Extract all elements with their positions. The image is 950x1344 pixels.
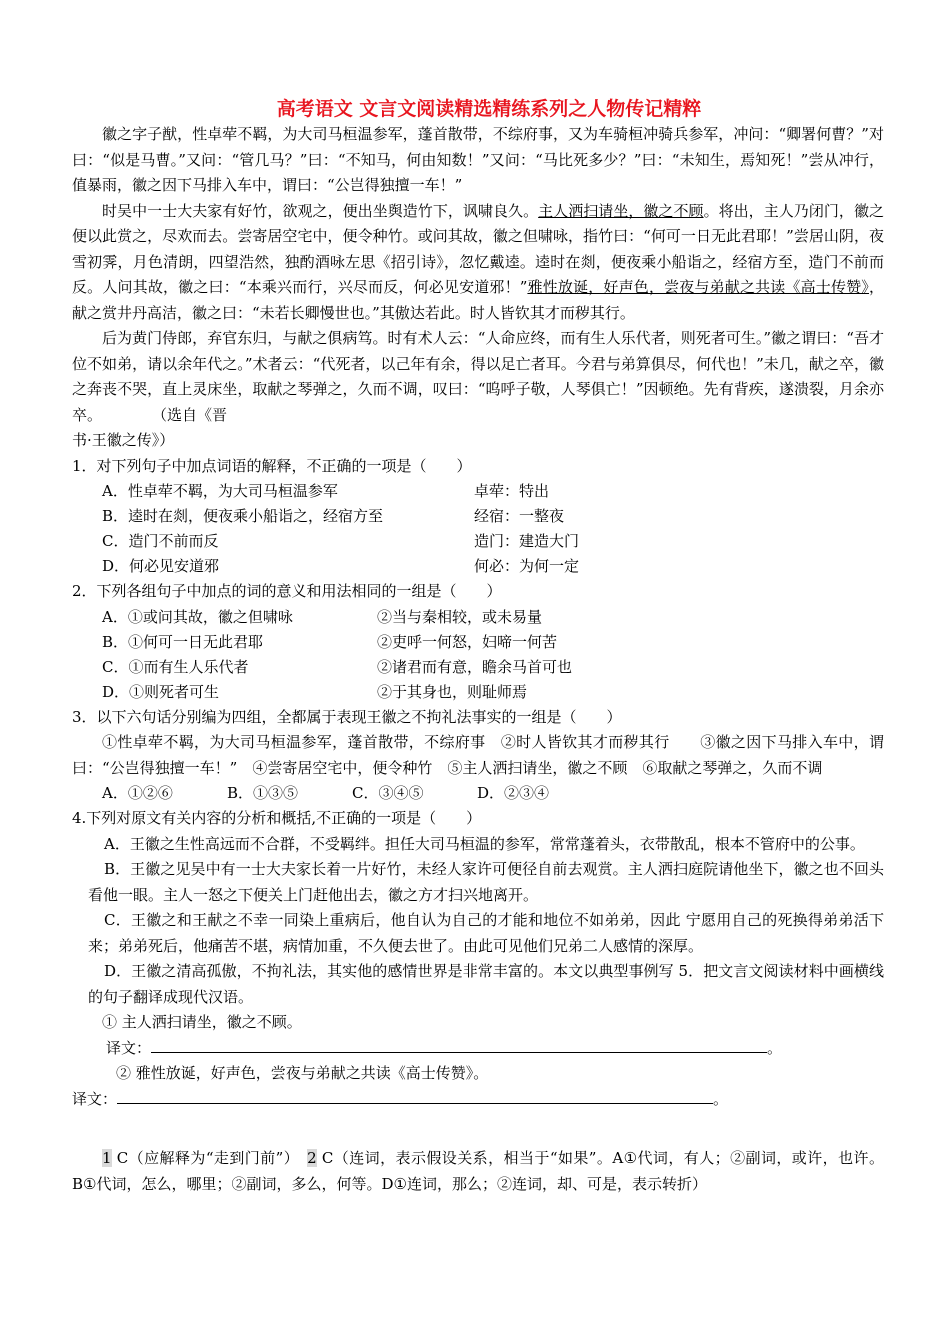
answer-key [72, 1146, 884, 1197]
question-4-option-b: B．王徽之见吴中有一士大夫家长着一片好竹，未经人家许可便径自前去观赏。主人洒扫庭院请他坐下，徽之也不回头看他一眼。主人一怒之下便关上门赶他出去，徽之方才扫兴地离开。 [88, 860, 884, 904]
option-gloss: 何必：为何一定 [474, 557, 580, 575]
option-text: B．逵时在剡，便夜乘小船诣之，经宿方至 [102, 507, 384, 525]
option-text: C．①而有生人乐代者 [102, 657, 249, 676]
document-page [72, 96, 884, 1212]
translation-label: 译文： [72, 1089, 118, 1108]
passage-paragraph-2 [72, 199, 884, 327]
question-1-option-c [72, 529, 884, 554]
passage-paragraph-1: 徽之字子猷，性卓荦不羁，为大司马桓温参军，蓬首散带，不综府事，又为车骑桓冲骑兵参军，冲问：“卿署何曹？”对曰：“似是马曹。”又问：“管几马？”曰：“不知马，何由知数！”又问：“马比死多少？”曰：“未知生，焉知死！”尝从冲行，值暴雨，徽之因下马排入车中，谓曰：“公岂得独擅一车！” [72, 125, 884, 194]
passage-paragraph-3 [72, 326, 884, 428]
question-5-sentence-2: ② 雅性放诞，好声色，尝夜与弟献之共读《高士传赞》。 [116, 1064, 489, 1082]
option-gloss: 造门：建造大门 [474, 532, 580, 550]
period: 。 [767, 1038, 783, 1057]
answer-2: C（连词，表示假设关系，相当于“如果”。A①代词，有人；②副词，或许，也许。B①代词，怎么，哪里；②副词，多么，何等。D①连词，那么；②连词，却、可是，表示转折） [72, 1149, 884, 1193]
underlined-sentence-2: 雅性放诞，好声色，尝夜与弟献之共读《高士传赞》 [527, 278, 869, 296]
option-gloss: 卓荦：特出 [474, 482, 550, 500]
passage-text: ，献之赏井丹高洁，徽之曰：“未若长卿慢世也。”其傲达若此。时人皆钦其才而秽其行。 [72, 278, 884, 322]
option-text: A．性卓荦不羁，为大司马桓温参军 [102, 482, 338, 500]
question-4-option-d: D．王徽之清高孤傲，不拘礼法，其实他的感情世界是非常丰富的。本文以典型事例写 5．把文言文阅读材料中画横线的句子翻译成现代汉语。 [88, 962, 884, 1006]
option-text: D．①则死者可生 [102, 682, 220, 701]
translation-label: 译文： [106, 1038, 152, 1057]
passage-source: （选自《晋 [152, 405, 228, 424]
choice-b: B．①③⑤ [227, 784, 299, 802]
translation-line-1 [72, 1036, 884, 1062]
question-3-stem: 3．以下六句话分别编为四组，全都属于表现王徽之不拘礼法事实的一组是（ ） [72, 707, 622, 726]
question-3-choices [72, 781, 884, 806]
answer-number-2: 2 [307, 1149, 317, 1167]
question-5-sentence-1: ① 主人洒扫请坐，徽之不顾。 [102, 1013, 302, 1031]
option-text: ②当与秦相较，或未易量 [377, 607, 543, 626]
question-2-option-d [72, 680, 884, 705]
option-text: ②吏呼一何怒，妇啼一何苦 [377, 632, 558, 651]
translation-input-1[interactable] [151, 1037, 767, 1053]
question-2-stem: 2．下列各组句子中加点的词的意义和用法相同的一组是（ ） [72, 582, 502, 600]
choice-c: C．③④⑤ [352, 784, 424, 802]
translation-input-2[interactable] [117, 1088, 713, 1104]
underlined-sentence-1: 主人洒扫请坐，徽之不顾 [538, 201, 704, 220]
option-text: ②诸君而有意，瞻余马首可也 [377, 657, 573, 676]
page-title: 高考语文 文言文阅读精选精练系列之人物传记精粹 [276, 98, 702, 120]
question-1-option-a [72, 479, 884, 504]
passage-text: 后为黄门侍郎，弃官东归，与献之俱病笃。时有术人云：“人命应终，而有生人乐代者，则死者可生。”徽之谓曰：“吾才位不如弟，请以余年代之。”术者云：“代死者，以己年有余，得以足亡者耳。今君与弟算俱尽，何代也！”未几，献之卒，徽之奔丧不哭，直上灵床坐，取献之琴弹之，久而不调，叹曰：“呜呼子敬，人琴俱亡！”因顿绝。先有背疾，遂溃裂，月余亦卒。 [72, 329, 884, 424]
option-text: A．①或问其故，徽之但啸咏 [102, 607, 293, 626]
translation-line-2 [72, 1087, 884, 1113]
question-3-body: ①性卓荦不羁，为大司马桓温参军，蓬首散带，不综府事 ②时人皆钦其才而秽其行 ③徽之因下马排入车中，谓曰：“公岂得独擅一车！” ④尝寄居空宅中，便令种竹 ⑤主人洒扫请坐，徽之不顾 ⑥取献之琴弹之，久而不调 [72, 733, 884, 777]
answer-number-1: 1 [102, 1149, 112, 1167]
answer-1: C（应解释为“走到门前”） [111, 1149, 292, 1167]
option-text: C．造门不前而反 [102, 532, 219, 550]
question-1-option-d [72, 554, 884, 579]
question-4-option-c: C．王徽之和王献之不幸一同染上重病后，他自认为自己的才能和地位不如弟弟，因此 宁愿用自己的死换得弟弟活下来；弟弟死后，他痛苦不堪，病情加重，不久便去世了。由此可见他们兄弟二人感情的深厚。 [88, 911, 884, 955]
choice-d: D．②③④ [477, 784, 550, 802]
question-4-option-a: A．王徽之生性高远而不合群，不受羁绊。担任大司马桓温的参军，常常蓬着头，衣带散乱，根本不管府中的公事。 [104, 834, 865, 853]
period: 。 [713, 1089, 729, 1108]
question-2-option-a [72, 605, 884, 630]
passage-source-cont: 书·王徽之传》） [72, 431, 175, 449]
question-2-option-c [72, 655, 884, 680]
question-1-stem: 1．对下列句子中加点词语的解释，不正确的一项是（ ） [72, 456, 472, 475]
option-gloss: 经宿：一整夜 [474, 507, 565, 525]
option-text: D．何必见安道邪 [102, 557, 220, 575]
choice-a: A．①②⑥ [102, 784, 173, 802]
question-2-option-b [72, 630, 884, 655]
passage-text: 。将出，主人乃闭门，徽之便以此赏之，尽欢而去。尝寄居空宅中，便令种竹。或问其故，徽之但啸咏，指竹曰：“何可一日无此君耶！”尝居山阴，夜雪初霁，月色清朗，四望浩然，独酌酒咏左思《招引诗》，忽忆戴逵。逵时在剡，便夜乘小船诣之，经宿方至，造门不前而反。人问其故，徽之曰：“本乘兴而行，兴尽而反，何必见安道邪！” [72, 201, 884, 296]
question-1-option-b [72, 504, 884, 529]
option-text: ②于其身也，则耻师焉 [377, 682, 528, 701]
option-text: B．①何可一日无此君耶 [102, 632, 264, 651]
passage-text: 时吴中一士大夫家有好竹，欲观之，便出坐舆造竹下，讽啸良久。 [102, 201, 539, 220]
question-4-stem: 4.下列对原文有关内容的分析和概括,不正确的一项是（ ） [72, 809, 482, 827]
